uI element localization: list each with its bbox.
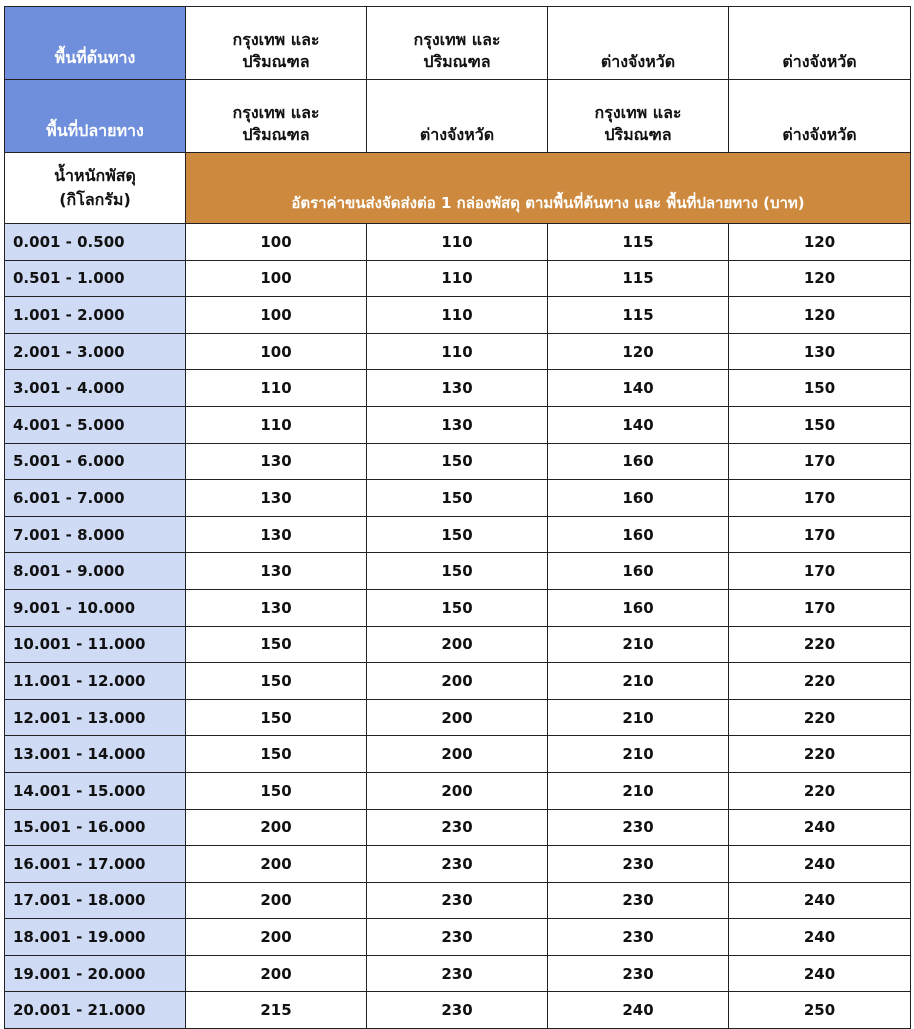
price-cell: 120 [729, 297, 911, 334]
price-cell: 115 [548, 297, 729, 334]
origin-line2: ปริมณฑล [242, 52, 310, 71]
table-row [5, 589, 911, 626]
table-row [5, 406, 911, 443]
price-cell: 220 [729, 772, 911, 809]
price-cell: 200 [367, 626, 548, 663]
price-cell: 150 [186, 772, 367, 809]
weight-range-cell: 12.001 - 13.000 [5, 699, 186, 736]
table-row [5, 772, 911, 809]
weight-range-cell: 19.001 - 20.000 [5, 955, 186, 992]
origin-line1: กรุงเทพ และ [413, 30, 501, 49]
origin-cell [186, 7, 367, 80]
price-cell: 240 [729, 846, 911, 883]
price-cell: 130 [186, 443, 367, 480]
price-cell: 230 [367, 846, 548, 883]
price-cell: 210 [548, 772, 729, 809]
price-cell: 200 [186, 882, 367, 919]
price-cell: 240 [729, 919, 911, 956]
price-cell: 150 [186, 736, 367, 773]
price-cell: 150 [367, 480, 548, 517]
price-cell: 230 [548, 809, 729, 846]
price-cell: 130 [186, 589, 367, 626]
weight-range-cell: 9.001 - 10.000 [5, 589, 186, 626]
price-cell: 160 [548, 589, 729, 626]
price-cell: 130 [367, 370, 548, 407]
price-cell: 230 [367, 882, 548, 919]
price-cell: 150 [186, 663, 367, 700]
table-row [5, 260, 911, 297]
price-cell: 160 [548, 443, 729, 480]
price-cell: 210 [548, 626, 729, 663]
weight-label [5, 153, 186, 224]
weight-label-line2: (กิโลกรัม) [59, 190, 131, 209]
table-row [5, 809, 911, 846]
price-cell: 230 [367, 992, 548, 1029]
origin-line2: ปริมณฑล [423, 52, 491, 71]
price-cell: 150 [186, 699, 367, 736]
price-cell: 170 [729, 553, 911, 590]
weight-range-cell: 10.001 - 11.000 [5, 626, 186, 663]
price-cell: 200 [186, 919, 367, 956]
weight-range-cell: 5.001 - 6.000 [5, 443, 186, 480]
table-row [5, 553, 911, 590]
weight-range-cell: 13.001 - 14.000 [5, 736, 186, 773]
price-cell: 210 [548, 736, 729, 773]
weight-range-cell: 3.001 - 4.000 [5, 370, 186, 407]
weight-range-cell: 20.001 - 21.000 [5, 992, 186, 1029]
price-cell: 160 [548, 516, 729, 553]
price-cell: 210 [548, 663, 729, 700]
weight-range-cell: 17.001 - 18.000 [5, 882, 186, 919]
price-cell: 220 [729, 626, 911, 663]
table-row [5, 626, 911, 663]
price-cell: 150 [367, 553, 548, 590]
table-row [5, 480, 911, 517]
destination-line1: กรุงเทพ และ [232, 103, 320, 122]
weight-range-cell: 0.001 - 0.500 [5, 224, 186, 261]
destination-line2: ต่างจังหวัด [782, 125, 857, 144]
price-cell: 150 [367, 516, 548, 553]
price-cell: 230 [548, 919, 729, 956]
origin-header-row [5, 7, 911, 80]
price-cell: 110 [367, 260, 548, 297]
price-cell: 200 [367, 699, 548, 736]
table-row [5, 882, 911, 919]
table-row [5, 333, 911, 370]
origin-cell [729, 7, 911, 80]
price-cell: 130 [186, 553, 367, 590]
table-row [5, 992, 911, 1029]
table-row [5, 955, 911, 992]
weight-range-cell: 15.001 - 16.000 [5, 809, 186, 846]
price-cell: 150 [729, 370, 911, 407]
weight-range-cell: 11.001 - 12.000 [5, 663, 186, 700]
price-cell: 130 [186, 480, 367, 517]
price-cell: 150 [367, 589, 548, 626]
price-cell: 130 [186, 516, 367, 553]
price-cell: 130 [729, 333, 911, 370]
destination-line1: กรุงเทพ และ [594, 103, 682, 122]
price-cell: 220 [729, 663, 911, 700]
price-cell: 220 [729, 736, 911, 773]
price-cell: 140 [548, 370, 729, 407]
price-cell: 240 [729, 809, 911, 846]
price-cell: 170 [729, 589, 911, 626]
price-cell: 220 [729, 699, 911, 736]
weight-range-cell: 0.501 - 1.000 [5, 260, 186, 297]
destination-cell [367, 80, 548, 153]
price-cell: 200 [367, 772, 548, 809]
price-cell: 170 [729, 480, 911, 517]
price-cell: 230 [367, 919, 548, 956]
weight-range-cell: 16.001 - 17.000 [5, 846, 186, 883]
price-cell: 230 [367, 809, 548, 846]
destination-cell [729, 80, 911, 153]
price-cell: 150 [186, 626, 367, 663]
weight-range-cell: 6.001 - 7.000 [5, 480, 186, 517]
price-cell: 230 [548, 846, 729, 883]
weight-range-cell: 18.001 - 19.000 [5, 919, 186, 956]
price-cell: 120 [548, 333, 729, 370]
origin-cell [367, 7, 548, 80]
origin-line2: ต่างจังหวัด [782, 52, 857, 71]
price-cell: 100 [186, 224, 367, 261]
price-cell: 200 [186, 846, 367, 883]
table-row [5, 663, 911, 700]
table-row [5, 443, 911, 480]
weight-range-cell: 4.001 - 5.000 [5, 406, 186, 443]
price-cell: 170 [729, 443, 911, 480]
table-row [5, 516, 911, 553]
price-cell: 200 [186, 955, 367, 992]
price-cell: 240 [548, 992, 729, 1029]
price-cell: 215 [186, 992, 367, 1029]
destination-line2: ปริมณฑล [242, 125, 310, 144]
price-cell: 240 [729, 955, 911, 992]
rate-banner: อัตราค่าขนส่งจัดส่งต่อ 1 กล่องพัสดุ ตามพื้นที่ต้นทาง และ พื้นที่ปลายทาง (บาท) [186, 153, 911, 224]
price-cell: 110 [367, 224, 548, 261]
table-row [5, 370, 911, 407]
price-cell: 100 [186, 260, 367, 297]
destination-header-row [5, 80, 911, 153]
weight-range-cell: 7.001 - 8.000 [5, 516, 186, 553]
weight-range-cell: 1.001 - 2.000 [5, 297, 186, 334]
price-cell: 230 [367, 955, 548, 992]
origin-area-label: พื้นที่ต้นทาง [5, 7, 186, 80]
destination-line2: ปริมณฑล [604, 125, 672, 144]
price-cell: 120 [729, 224, 911, 261]
price-cell: 115 [548, 260, 729, 297]
table-row [5, 699, 911, 736]
price-cell: 160 [548, 553, 729, 590]
weight-label-line1: น้ำหนักพัสดุ [54, 166, 136, 185]
price-cell: 110 [367, 333, 548, 370]
price-cell: 100 [186, 297, 367, 334]
price-cell: 210 [548, 699, 729, 736]
price-cell: 250 [729, 992, 911, 1029]
price-cell: 110 [367, 297, 548, 334]
weight-range-cell: 2.001 - 3.000 [5, 333, 186, 370]
price-cell: 240 [729, 882, 911, 919]
origin-line2: ต่างจังหวัด [600, 52, 676, 71]
price-cell: 120 [729, 260, 911, 297]
price-cell: 160 [548, 480, 729, 517]
price-cell: 170 [729, 516, 911, 553]
price-cell: 230 [548, 955, 729, 992]
table-row [5, 297, 911, 334]
table-row [5, 736, 911, 773]
price-cell: 110 [186, 406, 367, 443]
weight-range-cell: 14.001 - 15.000 [5, 772, 186, 809]
origin-line1: กรุงเทพ และ [232, 30, 320, 49]
price-cell: 200 [367, 736, 548, 773]
price-cell: 230 [548, 882, 729, 919]
weight-header-row [5, 153, 911, 224]
destination-cell [186, 80, 367, 153]
table-row [5, 846, 911, 883]
price-cell: 115 [548, 224, 729, 261]
table-row [5, 919, 911, 956]
destination-cell [548, 80, 729, 153]
destination-area-label: พื้นที่ปลายทาง [5, 80, 186, 153]
price-cell: 200 [186, 809, 367, 846]
table-row [5, 224, 911, 261]
origin-cell [548, 7, 729, 80]
price-cell: 110 [186, 370, 367, 407]
price-cell: 100 [186, 333, 367, 370]
price-cell: 200 [367, 663, 548, 700]
weight-range-cell: 8.001 - 9.000 [5, 553, 186, 590]
price-cell: 140 [548, 406, 729, 443]
shipping-rate-table [4, 6, 911, 1029]
price-cell: 150 [367, 443, 548, 480]
destination-line2: ต่างจังหวัด [419, 125, 495, 144]
price-cell: 150 [729, 406, 911, 443]
price-cell: 130 [367, 406, 548, 443]
